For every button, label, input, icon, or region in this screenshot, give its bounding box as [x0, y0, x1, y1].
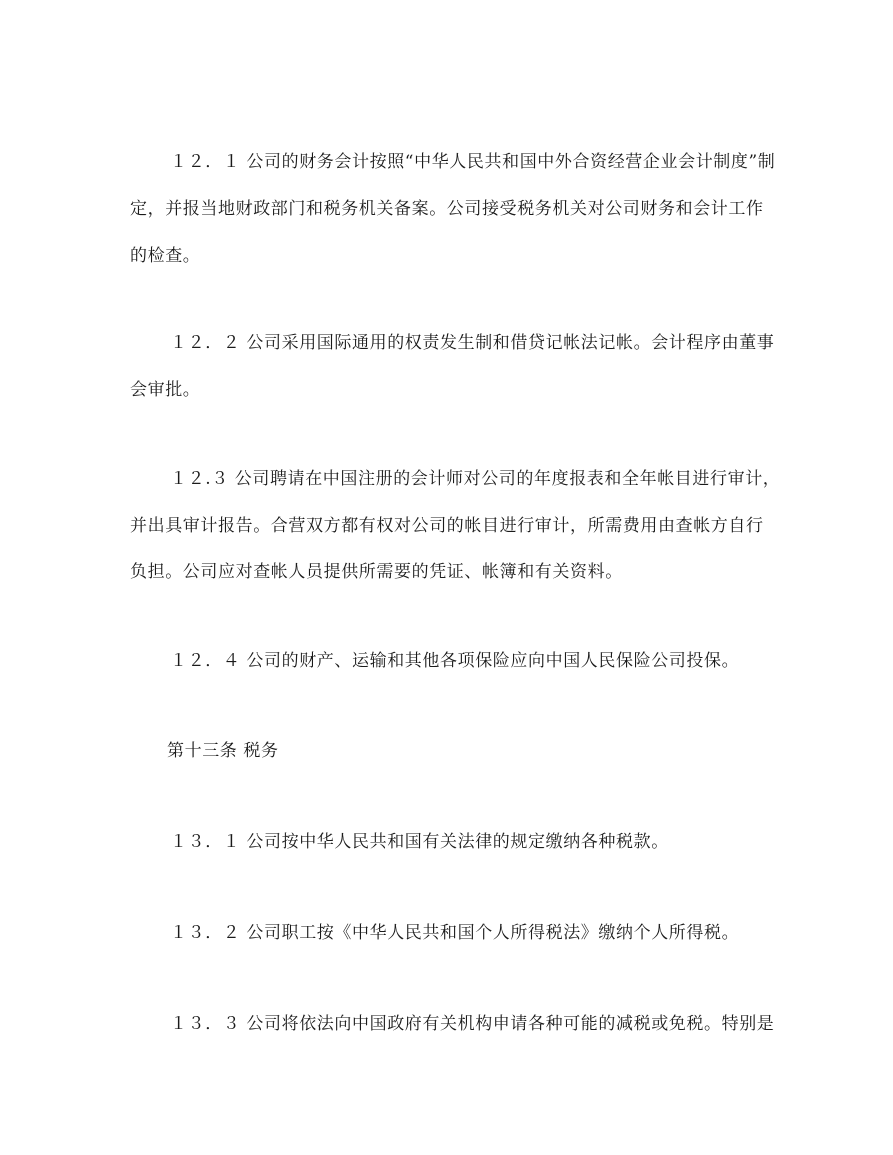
clause-13-1-line-1: １３．１ 公司按中华人民共和国有关法律的规定缴纳各种税款。	[170, 832, 669, 852]
clause-13-3-line-1: １３．３ 公司将依法向中国政府有关机构申请各种可能的减税或免税。特别是	[170, 1014, 775, 1034]
clause-12-3-line-1: １２.３ 公司聘请在中国注册的会计师对公司的年度报表和全年帐目进行审计，	[170, 469, 781, 489]
clause-12-4-line-1: １２．４ 公司的财产、运输和其他各项保险应向中国人民保险公司投保。	[170, 651, 740, 671]
clause-12-1-line-2: 定，并报当地财政部门和税务机关备案。公司接受税务机关对公司财务和会计工作	[130, 199, 764, 219]
clause-12-2-line-1: １２．２ 公司采用国际通用的权责发生制和借贷记帐法记帐。会计程序由董事	[170, 333, 775, 353]
article-13-heading: 第十三条 税务	[167, 741, 279, 761]
clause-13-2-line-1: １３．２ 公司职工按《中华人民共和国个人所得税法》缴纳个人所得税。	[170, 923, 740, 943]
clause-12-2-line-2: 会审批。	[130, 380, 201, 400]
clause-12-1-line-1: １２．１ 公司的财务会计按照“中华人民共和国中外合资经营企业会计制度”制	[170, 152, 776, 172]
clause-12-3-line-2: 并出具审计报告。合营双方都有权对公司的帐目进行审计，所需费用由查帐方自行	[130, 516, 764, 536]
clause-12-1-line-3: 的检查。	[130, 246, 201, 266]
clause-12-3-line-3: 负担。公司应对查帐人员提供所需要的凭证、帐簿和有关资料。	[130, 562, 623, 582]
